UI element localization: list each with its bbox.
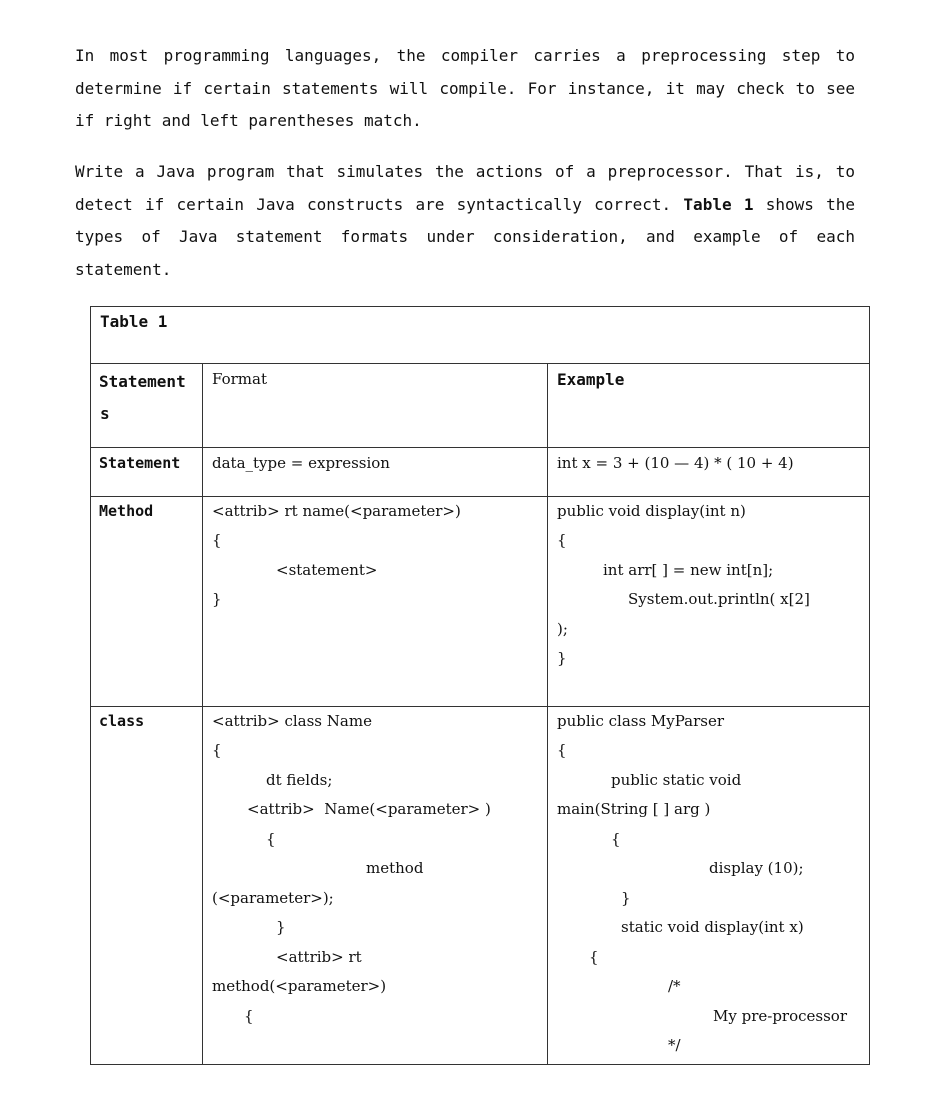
format-line: data_type = expression [212,454,390,472]
format-line: <statement> [276,561,378,579]
statement-formats-table [90,306,870,1065]
example-line: int arr[ ] = new int[n]; [603,561,774,579]
example-line: { [557,741,567,759]
format-line: { [266,830,276,848]
format-line: method(<parameter>) [212,977,387,995]
example-line: ); [557,620,568,638]
intro-paragraph-2-end: shows the types of Java statement formats under consideration, and example of each statement. [75,194,856,279]
format-cell [203,707,548,1065]
row-name-class [91,707,203,1065]
header-statements-line1: Statement [99,372,186,391]
example-cell [548,497,870,707]
format-line: } [276,918,286,936]
example-line: int x = 3 + (10 — 4) * ( 10 + 4) [557,454,794,472]
header-statements-line2: s [100,404,110,423]
intro-paragraph-2-start: Write a Java program that simulates the actions of a preprocessor. That is, to detect if certain Java constructs are syntactically correct. [75,162,855,214]
example-line: { [557,531,567,549]
example-line: } [557,649,567,667]
example-line: static void display(int x) [621,918,804,936]
table-reference: Table 1 [683,194,754,214]
format-line: <attrib> rt [276,948,362,966]
format-line: <attrib> Name(<parameter> ) [247,800,491,818]
intro-paragraph-2 [75,156,855,286]
row-label: class [99,712,145,730]
example-line: display (10); [709,859,804,877]
intro-paragraph-1: In most programming languages, the compiler carries a preprocessing step to determine if certain statements will compile. For instance, it may check to see if right and left parentheses match. [75,46,855,130]
example-line: public class MyParser [557,712,725,730]
header-format [203,364,548,448]
format-line: { [212,741,222,759]
format-line: (<parameter>); [212,889,334,907]
format-line: dt fields; [266,771,333,789]
example-line: public void display(int n) [557,502,746,520]
row-label: Statement [99,454,181,472]
format-line: <attrib> rt name(<parameter>) [212,502,461,520]
example-line: System.out.println( x[2] [628,590,810,608]
example-line: My pre-processor [713,1007,847,1025]
example-line: /* [668,977,681,995]
header-example [548,364,870,448]
format-line: <attrib> class Name [212,712,372,730]
table-caption: Table 1 [91,307,870,364]
example-line: { [589,948,599,966]
header-example-label: Example [557,370,625,389]
example-line: } [621,889,631,907]
example-cell [548,448,870,497]
row-name-method [91,497,203,707]
format-cell [203,497,548,707]
row-name-statement [91,448,203,497]
example-line: public static void [611,771,742,789]
example-line: { [611,830,621,848]
format-line: { [212,531,222,549]
format-cell [203,448,548,497]
example-cell [548,707,870,1065]
header-format-label: Format [212,370,267,388]
format-line: { [244,1007,254,1025]
format-line: method [366,859,424,877]
example-line: */ [668,1036,681,1054]
header-statements [91,364,203,448]
row-label: Method [99,502,154,520]
example-line: main(String [ ] arg ) [557,800,711,818]
format-line: } [212,590,222,608]
